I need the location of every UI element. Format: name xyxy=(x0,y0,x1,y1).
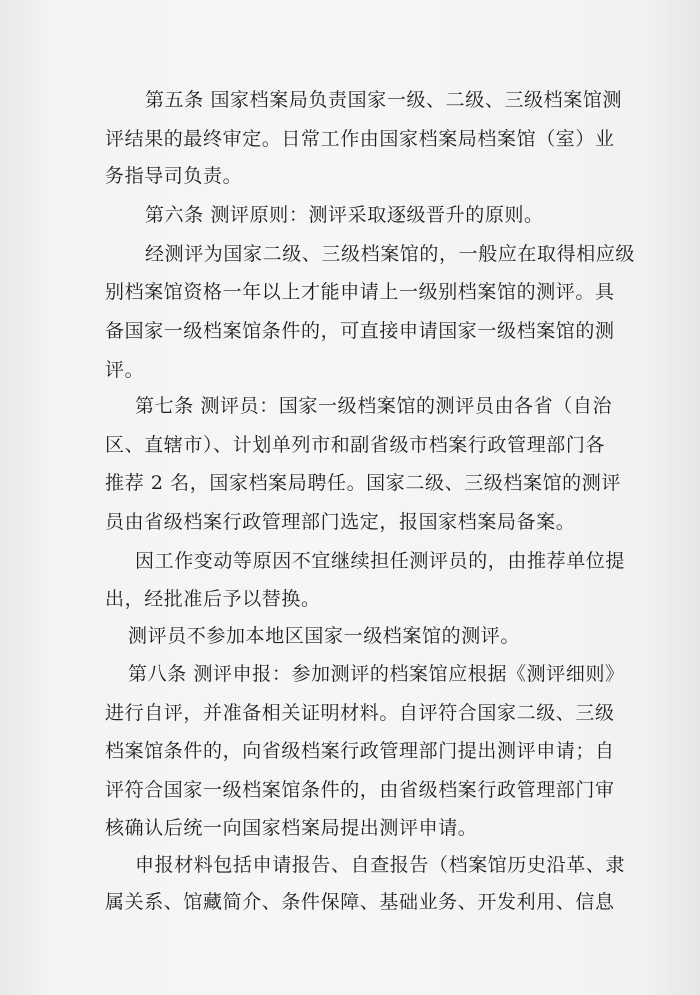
scan-speck xyxy=(61,154,62,155)
article-8-line-2: 进行自评，并准备相关证明材料。自评符合国家二级、三级 xyxy=(105,702,615,724)
article-6-para-line-4: 评。 xyxy=(105,359,145,381)
article-6-para-line-2: 别档案馆资格一年以上才能申请上一级别档案馆的测评。具 xyxy=(105,281,615,303)
article-8-line-1: 第八条 测评申报：参加测评的档案馆应根据《测评细则》 xyxy=(128,663,625,685)
article-7-line-4: 员由省级档案行政管理部门选定，报国家档案局备案。 xyxy=(105,511,576,533)
article-6-line-1: 第六条 测评原则：测评采取逐级晋升的原则。 xyxy=(145,204,544,226)
scan-speck xyxy=(618,967,619,968)
article-6-para-line-1: 经测评为国家二级、三级档案馆的，一般应在取得相应级 xyxy=(145,243,636,265)
article-7-para-line-1: 因工作变动等原因不宜继续担任测评员的，由推荐单位提 xyxy=(135,550,626,572)
article-8-line-3: 档案馆条件的，向省级档案行政管理部门提出测评申请；自 xyxy=(105,740,615,762)
article-7-line-1: 第七条 测评员：国家一级档案馆的测评员由各省（自治 xyxy=(135,395,613,417)
materials-line-1: 申报材料包括申请报告、自查报告（档案馆历史沿革、隶 xyxy=(135,854,626,876)
article-8-line-4: 评符合国家一级档案馆条件的，由省级档案行政管理部门审 xyxy=(105,779,615,801)
article-7-para-line-2: 出，经批准后予以替换。 xyxy=(105,588,321,610)
article-5-line-2: 评结果的最终审定。日常工作由国家档案局档案馆（室）业 xyxy=(105,128,615,150)
article-7-line-3: 推荐 2 名，国家档案局聘任。国家二级、三级档案馆的测评 xyxy=(105,472,621,494)
article-6-para-line-3: 备国家一级档案馆条件的，可直接申请国家一级档案馆的测 xyxy=(105,320,615,342)
article-7-note-line: 测评员不参加本地区国家一级档案馆的测评。 xyxy=(128,625,521,647)
article-7-line-2: 区、直辖市）、计划单列市和副省级市档案行政管理部门各 xyxy=(105,434,606,456)
scan-speck xyxy=(89,709,90,710)
article-8-line-5: 核确认后统一向国家档案局提出测评申请。 xyxy=(105,817,478,839)
article-5-line-3: 务指导司负责。 xyxy=(105,165,243,187)
materials-line-2: 属关系、馆藏简介、条件保障、基础业务、开发利用、信息 xyxy=(105,891,615,913)
scan-speck xyxy=(644,318,645,319)
article-5-line-1: 第五条 国家档案局负责国家一级、二级、三级档案馆测 xyxy=(145,89,623,111)
